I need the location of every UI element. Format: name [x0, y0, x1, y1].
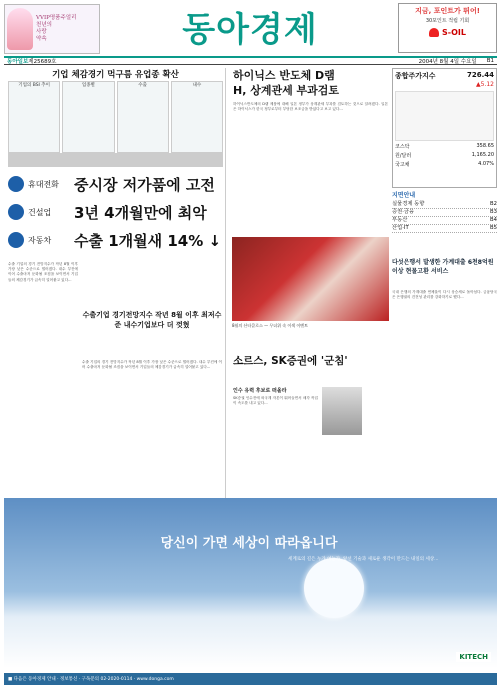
- sk-headline[interactable]: 소르스, SK증권에 '군침': [233, 355, 348, 367]
- ad-subline: 30포인트 적립 기회: [425, 18, 470, 24]
- index-item[interactable]: 실물경제 동향 B2: [392, 201, 497, 207]
- chart-panel-3: 수출: [117, 81, 169, 153]
- executive-portrait: [322, 387, 362, 435]
- ad-headline: 지금, 포인트가 뛰어!: [415, 7, 480, 15]
- index-item[interactable]: 부동산 B4: [392, 217, 497, 223]
- right-story-body: 국내 은행의 가계대출 연체율이 다시 상승세로 돌아섰다. 금융당국은 은행권의 건전성 관리를 강화하기로 했다...: [392, 290, 497, 300]
- phone-icon: [8, 176, 24, 192]
- index-item[interactable]: 증권·금융 B3: [392, 209, 497, 215]
- issue-number: 제25689호: [28, 59, 57, 65]
- page-number: B1: [486, 58, 494, 64]
- page-footer: ■ 다음은 동아경제 안내 · 정보통신 · 구독문의 02-2020-0114 · www.donga.com: [4, 673, 497, 685]
- paper-brand: 동아일보: [7, 59, 29, 65]
- center-headline[interactable]: 하이닉스 반도체 D램 H, 상계관세 부과검토: [233, 69, 340, 97]
- left-story-headline[interactable]: 기업 체감경기 먹구름 유업종 확산: [52, 70, 179, 80]
- index-change: ▲5.12: [476, 81, 494, 88]
- ad-text: VVIP명품주얼리 천년의 사랑 약속: [36, 15, 77, 42]
- fact-row: 건설업 3년 4개월만에 최악: [8, 198, 223, 226]
- sk-story-body: SK증권 인수전에 외국계 자본이 뛰어들면서 매각 작업이 속도를 내고 있다...: [233, 396, 318, 406]
- chart-panel-1: 기업의 BSI 추이: [8, 81, 60, 153]
- index-label: 종합주가지수: [395, 72, 436, 80]
- bottom-ad[interactable]: [4, 498, 497, 668]
- center-story-body: 하이닉스반도체의 D램 제품에 대해 일본 정부가 상계관세 부과를 검토하는 것으로 알려졌다. 일본은 하이닉스가 한국 정부로부터 부당한 보조금을 받았다고 보고 있다...: [233, 102, 388, 112]
- sk-subhead: 인수 유력 후보로 떠올라: [233, 388, 287, 394]
- ad-copy: 세계로의 길은 누가 여는가. 앞선 기술과 새로운 생각이 만드는 내일의 세상...: [288, 557, 439, 562]
- santa-photo: [232, 237, 389, 321]
- port-photo: [8, 153, 223, 167]
- soil-logo: S-OIL: [402, 28, 493, 37]
- top-ad-left[interactable]: [4, 4, 100, 54]
- ad-slogan: 당신이 가면 세상이 따라옵니다: [160, 536, 338, 551]
- index-item[interactable]: 산업·IT B5: [392, 225, 497, 231]
- building-icon: [8, 204, 24, 220]
- column-divider: [225, 68, 226, 536]
- kitech-logo: KITECH: [456, 652, 491, 662]
- heart-icon: [429, 28, 439, 37]
- fact-row: 휴대전화 중시장 저가품에 고전: [8, 170, 223, 198]
- left-story-body-2: 수출 기업의 경기 전망지수가 작년 8월 이후 가장 낮은 수준으로 떨어졌다. 내수 부진에 이어 수출마저 둔화될 조짐을 보이면서 기업들의 체감경기가 급속히 얼어붙고 있다...: [82, 360, 222, 370]
- snow-tree-image: [304, 558, 364, 618]
- chart-panel-4: 내수: [171, 81, 223, 153]
- right-story-headline[interactable]: 다섯은행서 발생한 가계대출 6천8억원 이상 현물고환 서비스: [392, 259, 494, 275]
- bsi-charts: [8, 81, 223, 153]
- fact-row: 자동차 수출 1개월새 14% ↓: [8, 226, 223, 254]
- key-facts: [8, 170, 223, 260]
- top-ad-right[interactable]: [398, 3, 497, 53]
- masthead-title: 동아경제: [182, 10, 318, 50]
- left-story-body: 수출 기업의 경기 전망지수가 작년 8월 이후 가장 낮은 수준으로 떨어졌다. 내수 부진에 이어 수출마저 둔화될 조짐을 보이면서 기업들의 체감경기가 급속히 얼어붙고 있다...: [8, 262, 78, 282]
- car-icon: [8, 232, 24, 248]
- photo-caption: 8월의 산타클로스 — 무더위 속 이색 이벤트: [232, 323, 308, 328]
- ad-model-image: [7, 8, 33, 50]
- index-value: 726.44: [466, 71, 494, 79]
- market-chart: [395, 91, 494, 141]
- chart-panel-2: 업종별: [62, 81, 114, 153]
- section-index: 지면안내 실물경제 동향 B2 증권·금융 B3 부동산 B4 산업·IT B5: [392, 192, 497, 231]
- left-story-subhead: 수출기업 경기전망지수 작년 8월 이후 최저수준 내수기업보다 더 껏혔: [82, 311, 222, 329]
- issue-date: 2004년 8월 4일 수요일: [418, 59, 477, 65]
- issue-infobar: [4, 56, 497, 65]
- market-box: 종합주가지수 726.44 ▲5.12 코스닥 358.65 원/달러 1,165.20 국고채 4.07%: [392, 68, 497, 188]
